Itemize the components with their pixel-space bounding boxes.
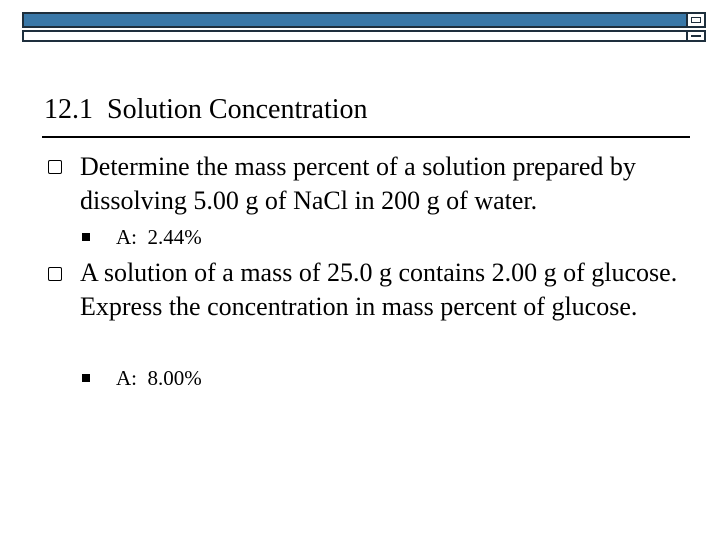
bullet-item-2-text: A solution of a mass of 25.0 g contains 2.00 g of glucose. Express the concentration in mass percent of glucose. <box>80 258 678 321</box>
title-divider <box>42 136 690 138</box>
bullet-item-2-answer: A: 8.00% <box>116 366 202 390</box>
bullet-item-1-answer: A: 2.44% <box>116 225 202 249</box>
header-corner-box <box>686 12 706 28</box>
header-bar <box>22 12 706 28</box>
hollow-square-icon <box>48 160 62 174</box>
bullet-item-1-text: Determine the mass percent of a solution prepared by dissolving 5.00 g of NaCl in 200 g of water. <box>80 152 636 215</box>
filled-square-icon <box>82 233 90 241</box>
header-sub-bar <box>22 30 706 42</box>
slide-title: 12.1 Solution Concentration <box>44 94 368 125</box>
filled-square-icon <box>82 374 90 382</box>
header-corner-box-lower <box>686 30 706 42</box>
hollow-square-icon <box>48 267 62 281</box>
